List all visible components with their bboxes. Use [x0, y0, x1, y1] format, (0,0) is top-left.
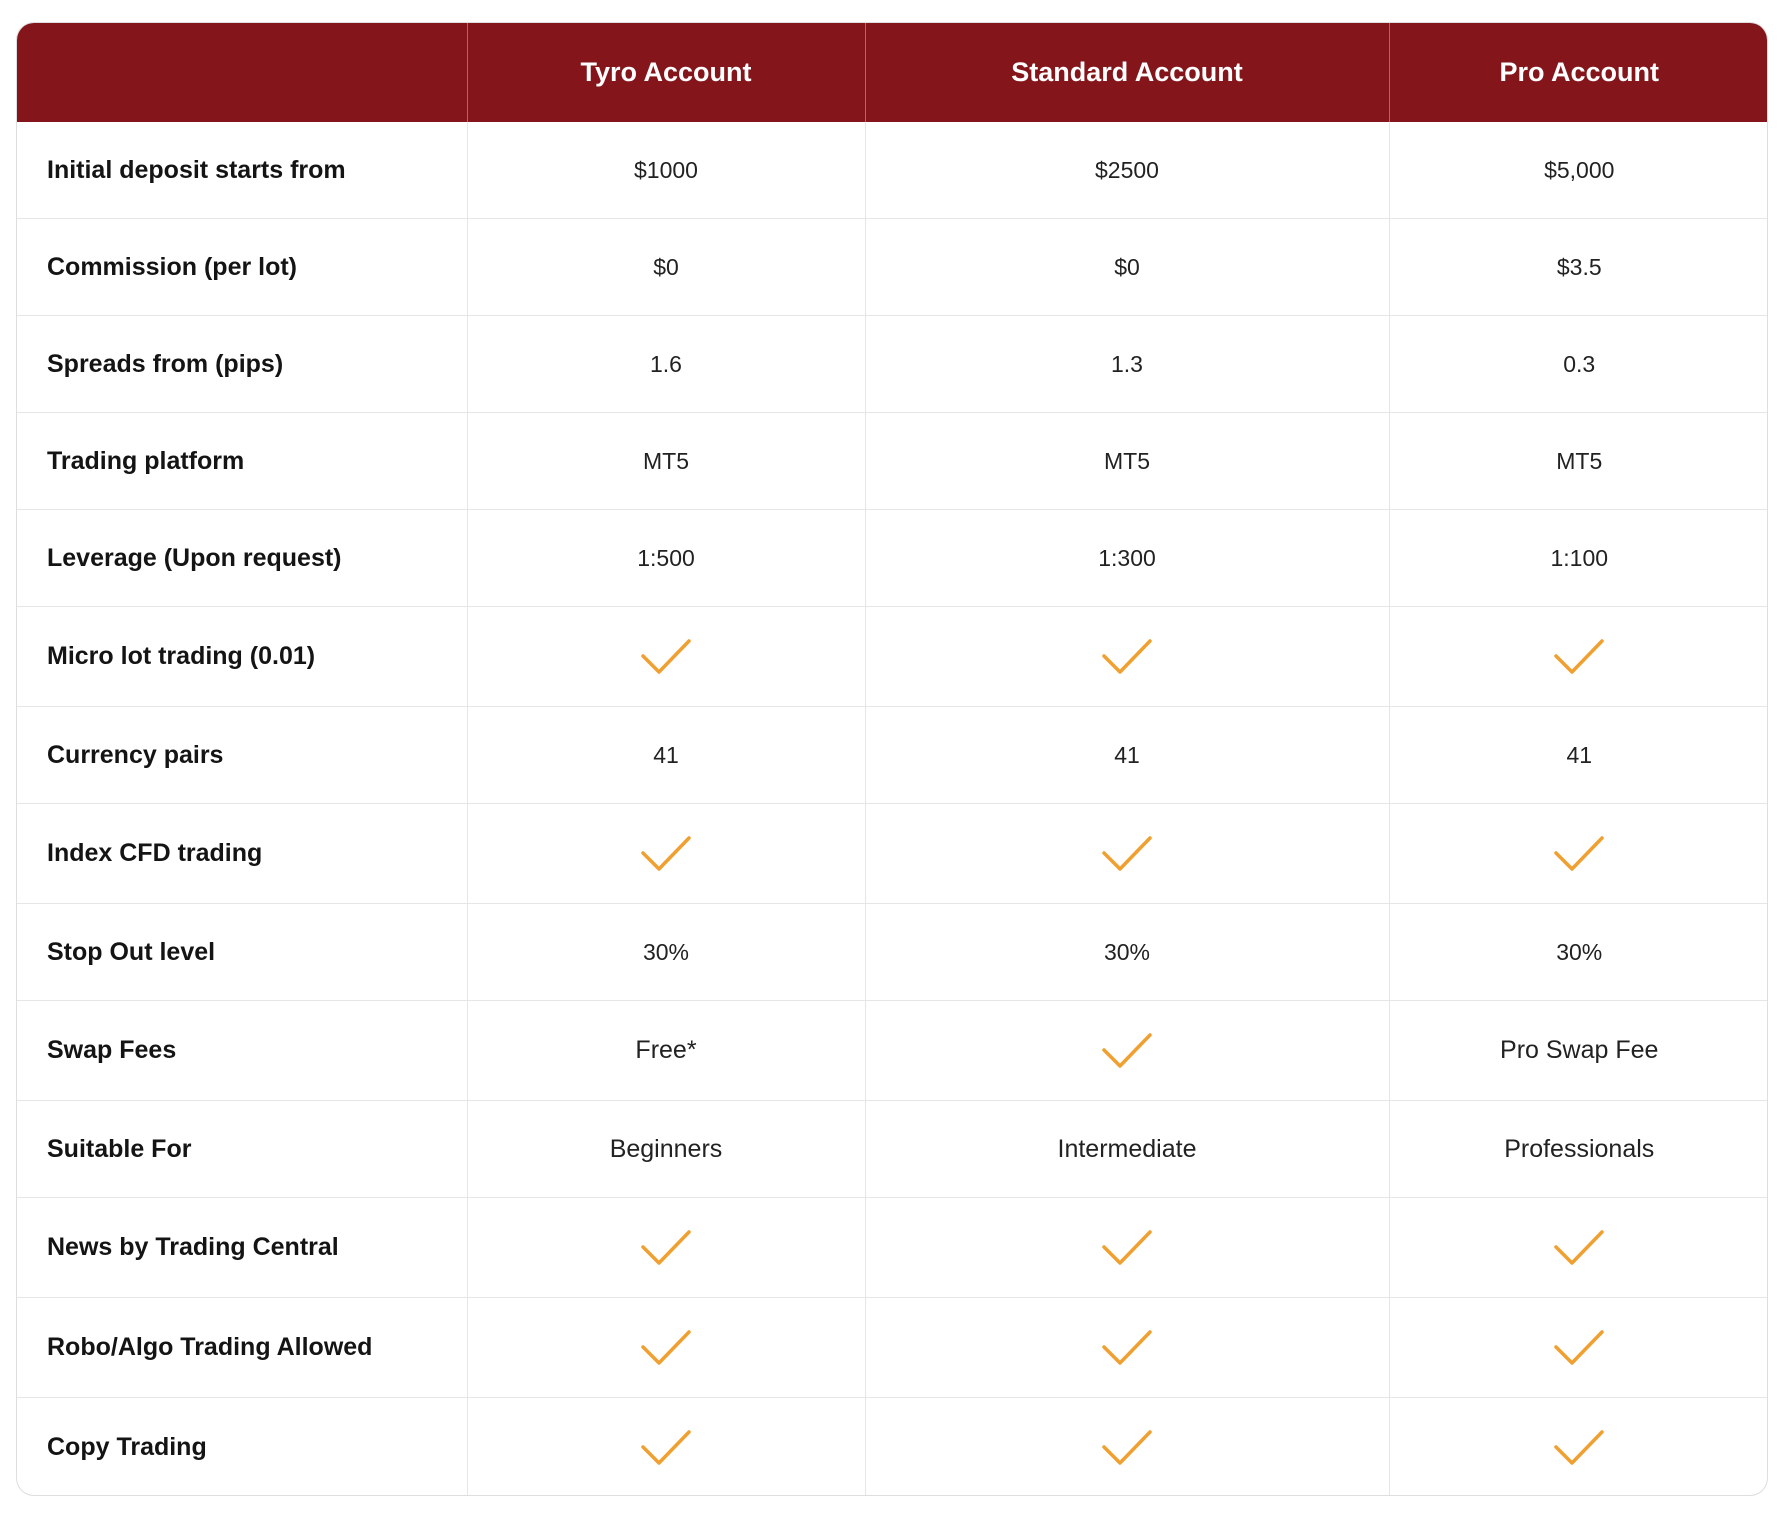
row-label: Currency pairs [17, 707, 467, 804]
check-cell [865, 804, 1389, 904]
table-row [17, 316, 1768, 413]
value-cell: 1.6 [467, 316, 865, 413]
check-icon [641, 1229, 691, 1267]
value-cell: $2500 [865, 122, 1389, 219]
table-row [17, 707, 1768, 804]
table-row [17, 607, 1768, 707]
table-row [17, 413, 1768, 510]
value-cell: 41 [467, 707, 865, 804]
row-label: Suitable For [17, 1101, 467, 1198]
table-row [17, 904, 1768, 1001]
value-cell: 0.3 [1389, 316, 1768, 413]
value-cell: Professionals [1389, 1101, 1768, 1198]
row-label: Copy Trading [17, 1398, 467, 1497]
check-icon [1102, 1032, 1152, 1070]
row-label: Robo/Algo Trading Allowed [17, 1298, 467, 1398]
check-icon [1102, 1329, 1152, 1367]
table-header [17, 23, 1768, 122]
value-cell: 30% [1389, 904, 1768, 1001]
column-header-standard-account: Standard Account [865, 23, 1389, 122]
check-cell [1389, 607, 1768, 707]
check-icon [1554, 1329, 1604, 1367]
check-icon [1102, 638, 1152, 676]
row-label: News by Trading Central [17, 1198, 467, 1298]
check-cell [865, 607, 1389, 707]
value-cell: 30% [467, 904, 865, 1001]
row-label: Commission (per lot) [17, 219, 467, 316]
account-comparison-table [16, 22, 1768, 1496]
check-icon [641, 1429, 691, 1467]
value-cell: $5,000 [1389, 122, 1768, 219]
check-cell [865, 1398, 1389, 1497]
row-label: Micro lot trading (0.01) [17, 607, 467, 707]
table-row [17, 1398, 1768, 1497]
check-cell [1389, 1198, 1768, 1298]
check-cell [467, 1198, 865, 1298]
check-cell [467, 607, 865, 707]
value-cell: 30% [865, 904, 1389, 1001]
check-cell [1389, 1298, 1768, 1398]
check-icon [1554, 1229, 1604, 1267]
value-cell: $3.5 [1389, 219, 1768, 316]
value-cell: $1000 [467, 122, 865, 219]
header-row [17, 23, 1768, 122]
value-cell: MT5 [865, 413, 1389, 510]
value-cell: MT5 [1389, 413, 1768, 510]
check-icon [1102, 1229, 1152, 1267]
check-icon [641, 1329, 691, 1367]
table-body [17, 122, 1768, 1496]
check-cell [467, 1298, 865, 1398]
check-icon [1554, 835, 1604, 873]
value-cell: $0 [467, 219, 865, 316]
check-cell [865, 1298, 1389, 1398]
check-cell [467, 1398, 865, 1497]
check-icon [1554, 638, 1604, 676]
table-row [17, 219, 1768, 316]
value-cell: Pro Swap Fee [1389, 1001, 1768, 1101]
value-cell: 41 [1389, 707, 1768, 804]
value-cell: Intermediate [865, 1101, 1389, 1198]
table-row [17, 122, 1768, 219]
check-cell [865, 1198, 1389, 1298]
table-row [17, 1001, 1768, 1101]
value-cell: 1:100 [1389, 510, 1768, 607]
value-cell: $0 [865, 219, 1389, 316]
row-label: Index CFD trading [17, 804, 467, 904]
check-cell [865, 1001, 1389, 1101]
row-label: Stop Out level [17, 904, 467, 1001]
comparison-grid [17, 23, 1768, 1496]
check-cell [467, 804, 865, 904]
table-row [17, 1298, 1768, 1398]
column-header-tyro-account: Tyro Account [467, 23, 865, 122]
column-header-pro-account: Pro Account [1389, 23, 1768, 122]
table-row [17, 1101, 1768, 1198]
value-cell: 1:300 [865, 510, 1389, 607]
table-row [17, 804, 1768, 904]
value-cell: Free* [467, 1001, 865, 1101]
check-cell [1389, 1398, 1768, 1497]
header-corner-cell [17, 23, 467, 122]
value-cell: 1:500 [467, 510, 865, 607]
row-label: Swap Fees [17, 1001, 467, 1101]
check-icon [1554, 1429, 1604, 1467]
check-icon [1102, 835, 1152, 873]
table-row [17, 1198, 1768, 1298]
check-icon [1102, 1429, 1152, 1467]
value-cell: 41 [865, 707, 1389, 804]
row-label: Trading platform [17, 413, 467, 510]
row-label: Spreads from (pips) [17, 316, 467, 413]
check-cell [1389, 804, 1768, 904]
value-cell: 1.3 [865, 316, 1389, 413]
row-label: Leverage (Upon request) [17, 510, 467, 607]
value-cell: Beginners [467, 1101, 865, 1198]
value-cell: MT5 [467, 413, 865, 510]
table-row [17, 510, 1768, 607]
check-icon [641, 835, 691, 873]
row-label: Initial deposit starts from [47, 155, 346, 184]
check-icon [641, 638, 691, 676]
